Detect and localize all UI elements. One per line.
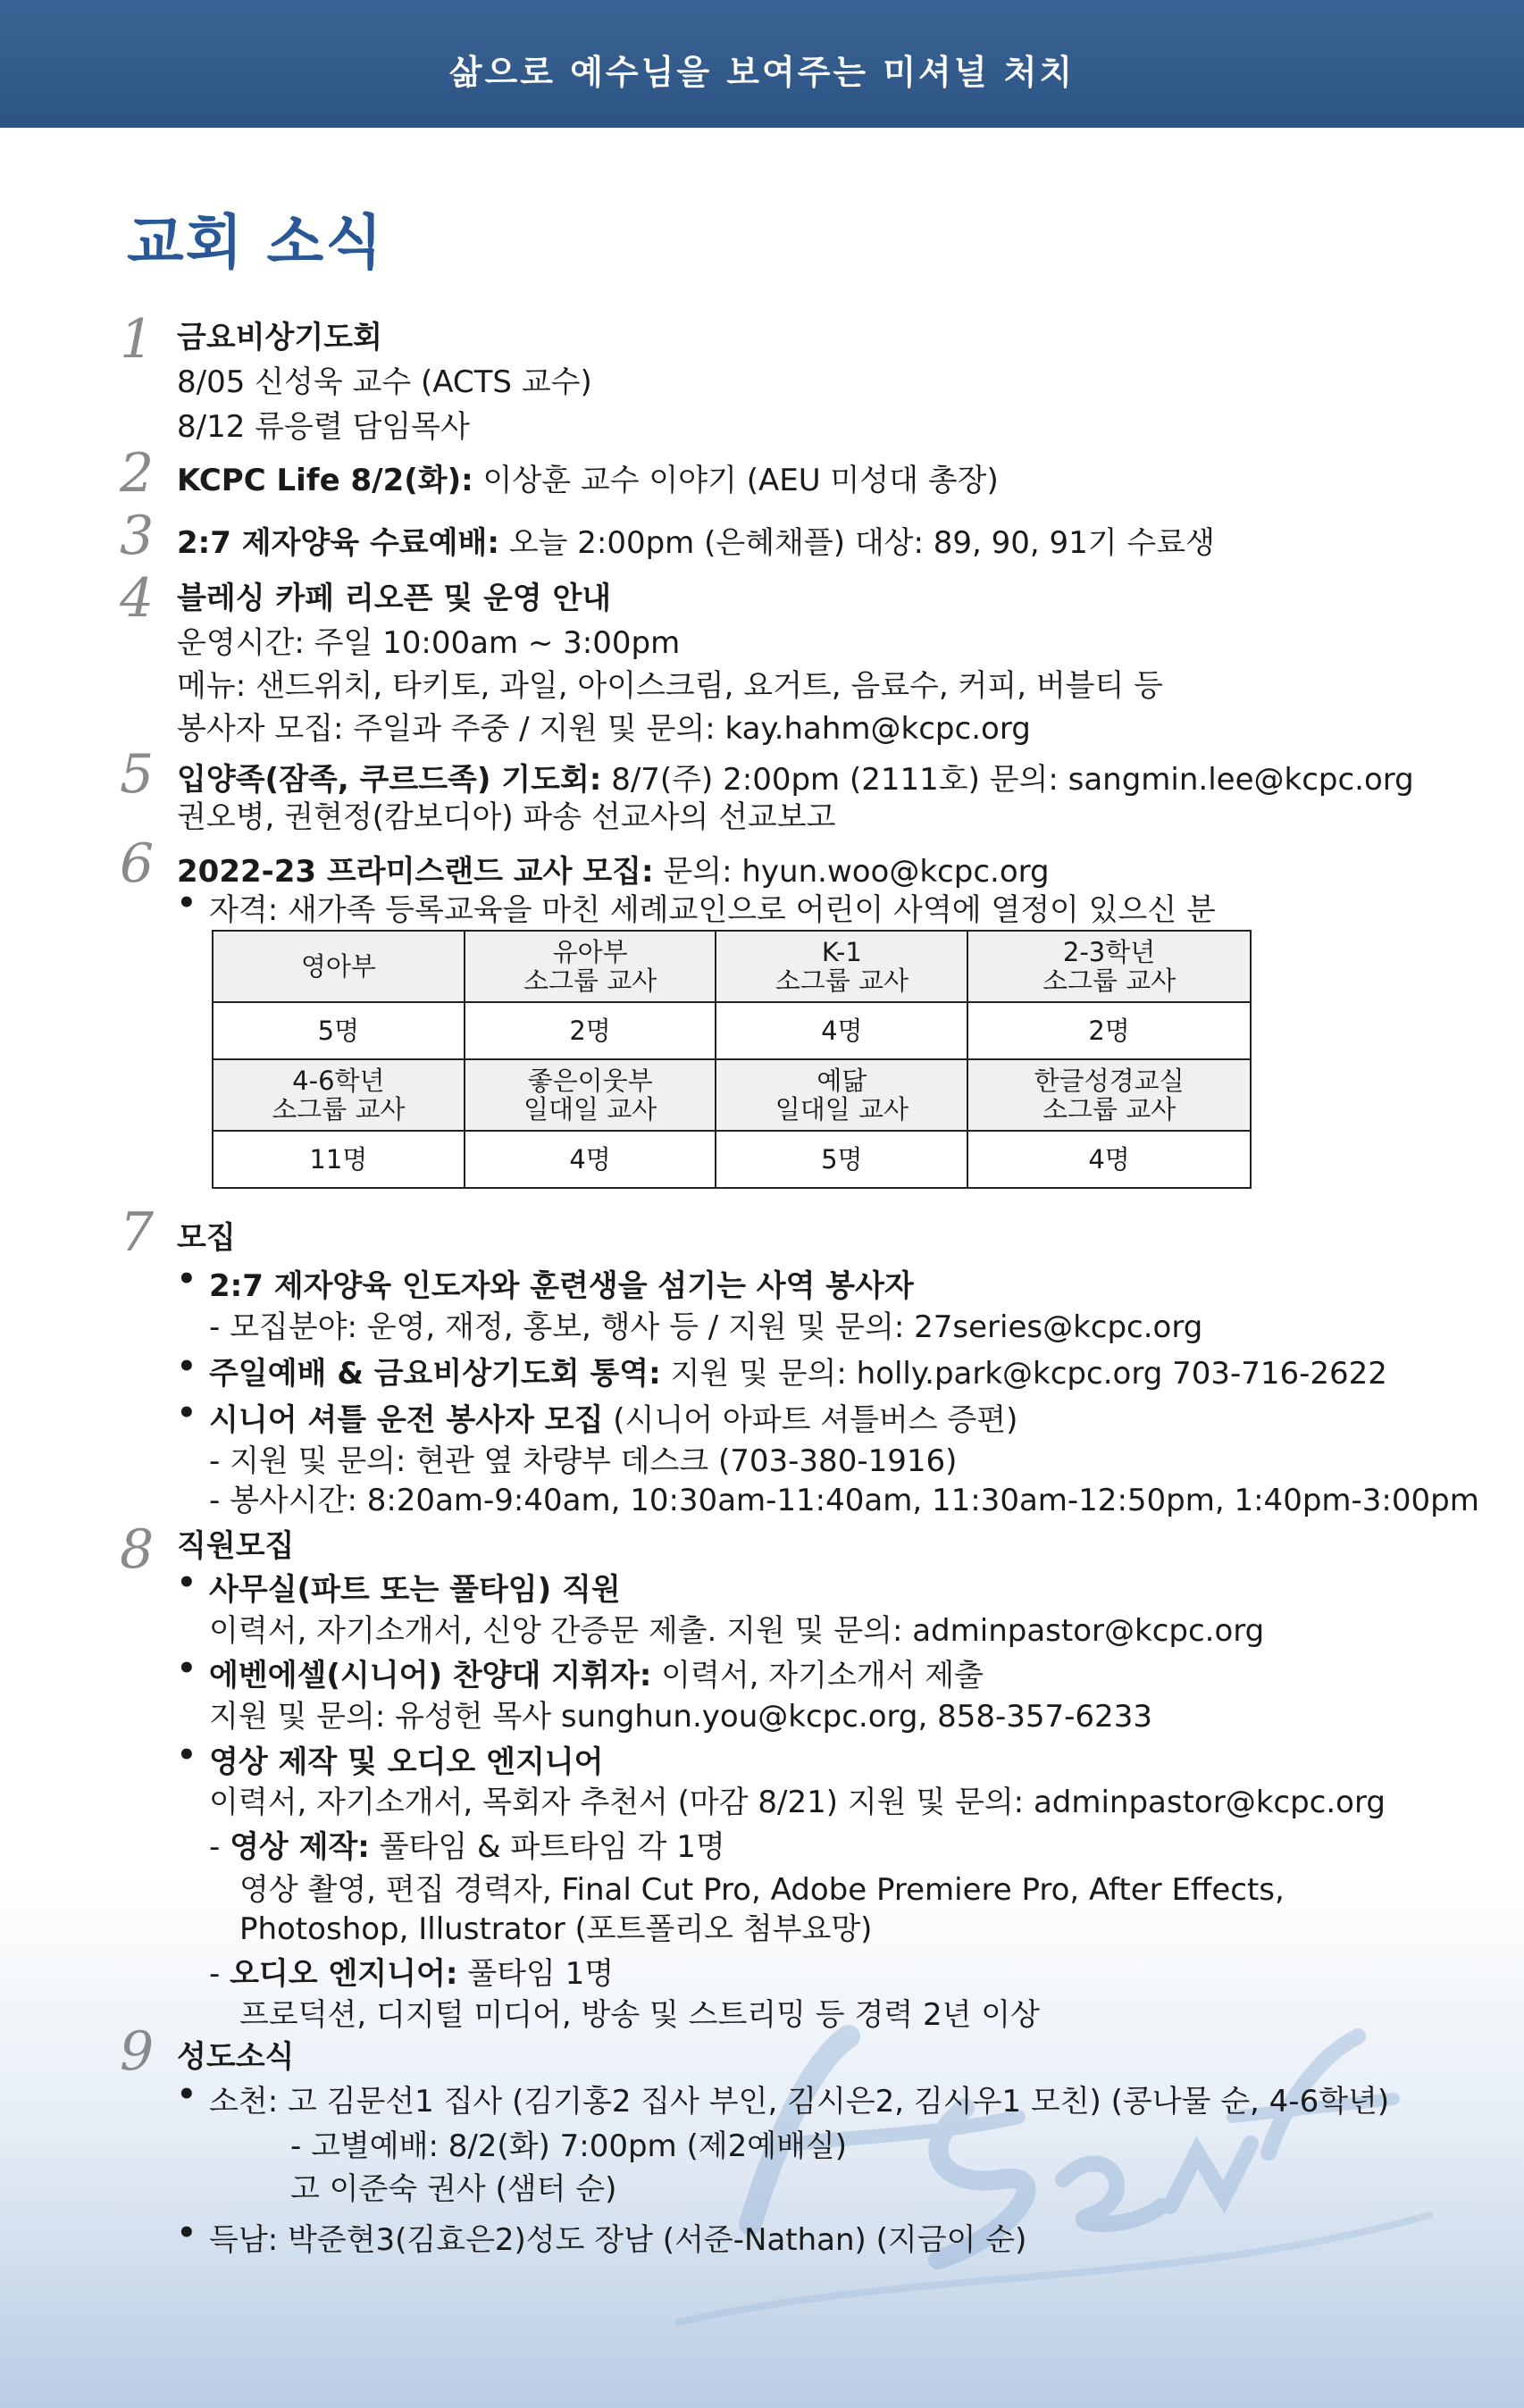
- table-cell: 한글성경교실 소그룹 교사: [967, 1059, 1251, 1131]
- item-number-5: 5: [120, 743, 155, 806]
- item-6-line-1: 자격: 새가족 등록교육을 마친 세례교인으로 어린이 사역에 열정이 있으신 분: [209, 892, 1216, 928]
- bullet-icon: •: [177, 2215, 197, 2251]
- item-number-4: 4: [120, 567, 155, 630]
- item-1-heading: 금요비상기도회: [177, 320, 382, 355]
- table-cell: 유아부 소그룹 교사: [465, 931, 716, 1002]
- table-cell: 4명: [967, 1131, 1251, 1188]
- item-4-line-1: 운영시간: 주일 10:00am ~ 3:00pm: [177, 625, 681, 661]
- item-4-line-2: 메뉴: 샌드위치, 타키토, 과일, 아이스크림, 요거트, 음료수, 커피, 버블티 등: [177, 668, 1164, 704]
- bullet-icon: •: [177, 2077, 197, 2112]
- staff-a-heading: 사무실(파트 또는 풀타임) 직원: [209, 1572, 621, 1608]
- item-1-line-2: 8/12 류응렬 담임목사: [177, 409, 470, 445]
- table-cell: 5명: [716, 1131, 967, 1188]
- recruit-a-sub: - 모집분야: 운영, 재정, 홍보, 행사 등 / 지원 및 문의: 27series@kcpc.org: [209, 1309, 1203, 1345]
- item-number-7: 7: [120, 1201, 155, 1264]
- staff-c-line: 이력서, 자기소개서, 목회자 추천서 (마감 8/21) 지원 및 문의: adminpastor@kcpc.org: [209, 1785, 1386, 1820]
- recruit-c-sub-2: - 봉사시간: 8:20am-9:40am, 10:30am-11:40am, 11:30am-12:50pm, 1:40pm-3:00pm: [209, 1483, 1479, 1518]
- table-row: [213, 1059, 1251, 1131]
- table-cell: 11명: [213, 1131, 465, 1188]
- page-title: 교회 소식: [127, 208, 385, 277]
- item-8-heading: 직원모집: [177, 1528, 295, 1564]
- table-row: [213, 931, 1251, 1002]
- table-cell: 5명: [213, 1002, 465, 1059]
- table-cell: K-1 소그룹 교사: [716, 931, 967, 1002]
- bullet-icon: •: [177, 885, 197, 921]
- bullet-icon: •: [177, 1395, 197, 1431]
- table-cell: 4명: [716, 1002, 967, 1059]
- staff-c-heading: 영상 제작 및 오디오 엔지니어: [209, 1744, 604, 1780]
- item-number-1: 1: [120, 308, 155, 371]
- staff-b-line: 지원 및 문의: 유성헌 목사 sunghun.you@kcpc.org, 858-357-6233: [209, 1699, 1152, 1735]
- item-number-6: 6: [120, 832, 155, 895]
- recruit-b: 주일예배 & 금요비상기도회 통역: 지원 및 문의: holly.park@kcpc.org 703-716-2622: [209, 1356, 1387, 1392]
- table-cell: 영아부: [213, 931, 465, 1002]
- item-6-text: [177, 847, 1050, 890]
- item-4-heading: 블레싱 카페 리오픈 및 운영 안내: [177, 581, 612, 616]
- teacher-recruit-table: [212, 930, 1252, 1189]
- staff-audio: - 오디오 엔지니어: 풀타임 1명: [209, 1956, 615, 1992]
- item-9-heading: 성도소식: [177, 2039, 295, 2075]
- table-cell: 2명: [465, 1002, 716, 1059]
- table-cell: 4명: [465, 1131, 716, 1188]
- bullet-icon: •: [177, 1349, 197, 1384]
- recruit-c-sub-1: - 지원 및 문의: 현관 옆 차량부 데스크 (703-380-1916): [209, 1443, 958, 1479]
- bullet-icon: •: [177, 1651, 197, 1686]
- the-sent-watermark-logo: [643, 2001, 1447, 2340]
- recruit-a-heading: 2:7 제자양육 인도자와 훈련생을 섬기는 사역 봉사자: [209, 1268, 914, 1304]
- item-number-3: 3: [120, 505, 155, 567]
- item-2-body: 이상훈 교수 이야기 (AEU 미성대 총장): [473, 463, 999, 498]
- bullet-icon: •: [177, 1737, 197, 1773]
- top-banner: [0, 0, 1524, 128]
- staff-a-line: 이력서, 자기소개서, 신앙 간증문 제출. 지원 및 문의: adminpastor@kcpc.org: [209, 1613, 1265, 1649]
- item-3-text: [177, 518, 1215, 562]
- table-cell: 2-3학년 소그룹 교사: [967, 931, 1251, 1002]
- item-5-body: 8/7(주) 2:00pm (2111호) 문의: sangmin.lee@kcpc.org: [601, 762, 1414, 798]
- staff-audio-line-1: 프로덕션, 디지털 미디어, 방송 및 스트리밍 등 경력 2년 이상: [239, 1997, 1040, 2033]
- item-5-line-1: 권오병, 권현정(캄보디아) 파송 선교사의 선교보고: [177, 799, 836, 835]
- item-4-line-3: 봉사자 모집: 주일과 주중 / 지원 및 문의: kay.hahm@kcpc.org: [177, 711, 1031, 747]
- table-cell: 예닮 일대일 교사: [716, 1059, 967, 1131]
- news-a-sub-2: 고 이준숙 권사 (샘터 순): [290, 2171, 617, 2207]
- item-3-heading: 2:7 제자양육 수료예배:: [177, 525, 499, 561]
- news-a: 소천: 고 김문선1 집사 (김기홍2 집사 부인, 김시은2, 김시우1 모친) (콩나물 순, 4-6학년): [209, 2084, 1390, 2120]
- item-7-heading: 모집: [177, 1220, 236, 1256]
- item-6-body: 문의: hyun.woo@kcpc.org: [653, 854, 1050, 890]
- bullet-icon: •: [177, 1565, 197, 1601]
- table-cell: 2명: [967, 1002, 1251, 1059]
- item-6-heading: 2022-23 프라미스랜드 교사 모집:: [177, 854, 654, 890]
- news-b: 득남: 박준현3(김효은2)성도 장남 (서준-Nathan) (지금이 순): [209, 2222, 1027, 2258]
- item-2-text: [177, 456, 999, 499]
- item-number-8: 8: [120, 1518, 155, 1581]
- staff-video-line-1: 영상 촬영, 편집 경력자, Final Cut Pro, Adobe Premiere Pro, After Effects,: [239, 1872, 1285, 1908]
- staff-b: 에벤에셀(시니어) 찬양대 지휘자: 이력서, 자기소개서 제출: [209, 1658, 984, 1693]
- table-cell: 좋은이웃부 일대일 교사: [465, 1059, 716, 1131]
- item-3-body: 오늘 2:00pm (은혜채플) 대상: 89, 90, 91기 수료생: [498, 525, 1215, 561]
- staff-video: - 영상 제작: 풀타임 & 파트타임 각 1명: [209, 1829, 725, 1865]
- table-row: [213, 1002, 1251, 1059]
- table-cell: 4-6학년 소그룹 교사: [213, 1059, 465, 1131]
- news-a-sub-1: - 고별예배: 8/2(화) 7:00pm (제2예배실): [290, 2128, 848, 2164]
- item-5-heading: 입양족(잠족, 쿠르드족) 기도회:: [177, 762, 602, 798]
- bullet-icon: •: [177, 1261, 197, 1297]
- banner-text: 삶으로 예수님을 보여주는 미셔널 처치: [448, 53, 1076, 92]
- item-number-2: 2: [120, 442, 155, 505]
- item-1-line-1: 8/05 신성욱 교수 (ACTS 교수): [177, 364, 592, 400]
- recruit-c: 시니어 셔틀 운전 봉사자 모집 (시니어 아파트 셔틀버스 증편): [209, 1402, 1018, 1438]
- item-number-9: 9: [120, 2020, 155, 2083]
- item-2-heading: KCPC Life 8/2(화):: [177, 463, 473, 498]
- staff-video-line-2: Photoshop, Illustrator (포트폴리오 첨부요망): [239, 1911, 873, 1947]
- table-row: [213, 1131, 1251, 1188]
